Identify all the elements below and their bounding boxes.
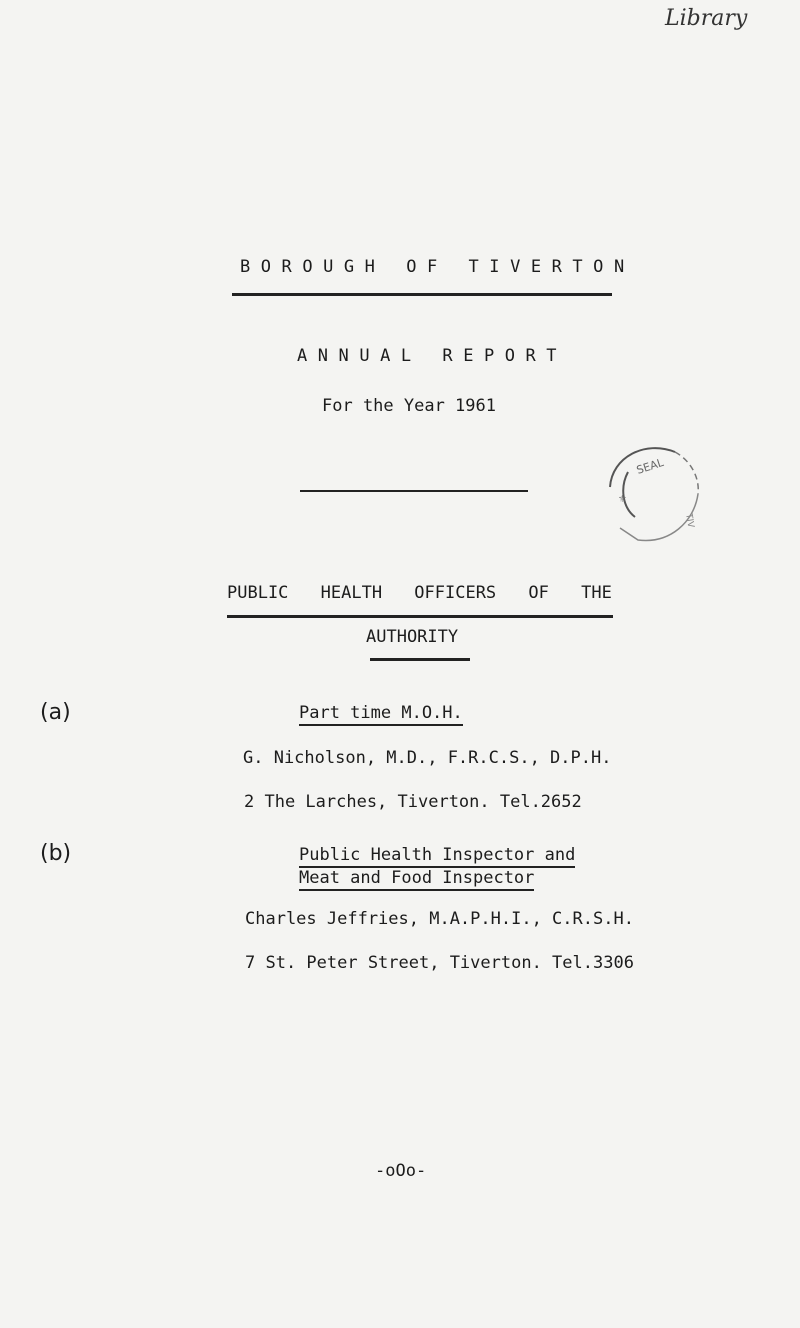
officers-heading-text: PUBLIC HEALTH OFFICERS OF THE	[227, 583, 612, 603]
borough-title: BOROUGH OF TIVERTON	[240, 257, 635, 277]
entry-marker: (a)	[40, 700, 71, 725]
officer-name: Charles Jeffries, M.A.P.H.I., C.R.S.H.	[245, 909, 634, 929]
entry-title-line: Public Health Inspector and	[299, 845, 575, 868]
entry-title	[299, 868, 534, 888]
year-line: For the Year 1961	[322, 396, 496, 416]
officers-heading	[227, 583, 613, 603]
footer-mark: -oOo-	[375, 1161, 427, 1181]
authority-rule	[370, 658, 470, 661]
entry-title	[299, 845, 575, 865]
officer-address: 2 The Larches, Tiverton. Tel.2652	[244, 792, 582, 812]
officer-address: 7 St. Peter Street, Tiverton. Tel.3306	[245, 953, 634, 973]
report-title: ANNUAL REPORT	[297, 346, 568, 366]
officer-name: G. Nicholson, M.D., F.R.C.S., D.P.H.	[243, 748, 612, 768]
entry-title-line: Meat and Food Inspector	[299, 868, 534, 891]
officers-rule	[227, 615, 613, 618]
svg-text:SEAL: SEAL	[634, 455, 666, 477]
title-rule	[232, 293, 612, 296]
entry-title-line: Part time M.O.H.	[299, 703, 463, 726]
authority-heading: AUTHORITY	[366, 627, 459, 647]
entry-title	[299, 703, 463, 723]
entry-marker: (b)	[40, 841, 72, 866]
svg-text:TIV: TIV	[683, 512, 696, 529]
year-rule	[300, 490, 528, 492]
handwritten-annotation: Library	[665, 6, 748, 31]
svg-text:⚜: ⚜	[618, 494, 627, 505]
borough-seal-icon	[590, 432, 710, 552]
